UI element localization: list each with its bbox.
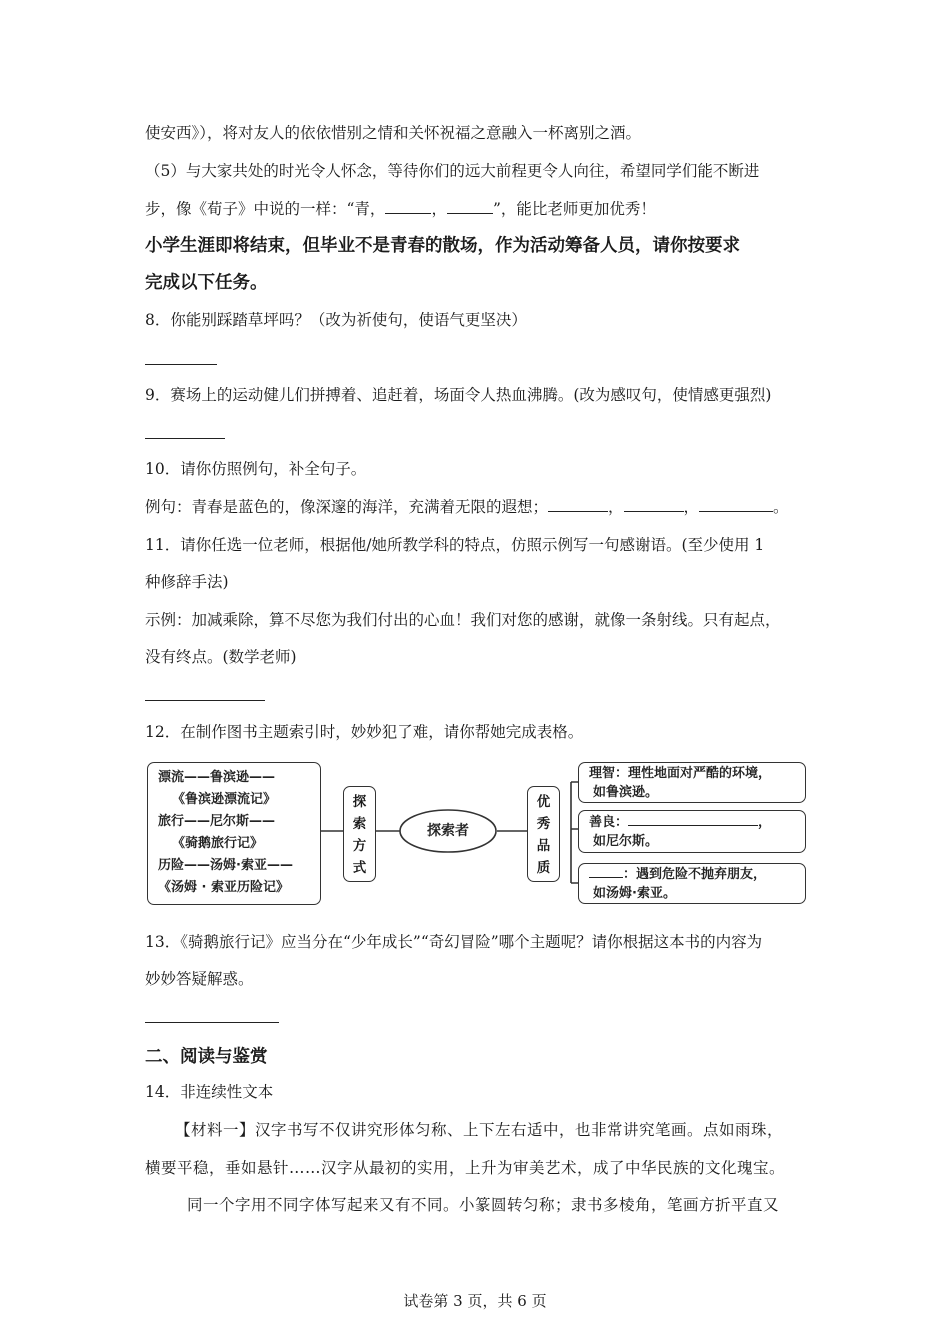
diagram-text: 如鲁滨逊。 [593,785,659,800]
diagram-text: 《骑鹅旅行记》 [172,836,264,851]
question-9: 9．赛场上的运动健儿们拼搏着、追赶着，场面令人热血沸腾。(改为感叹句，使情感更强烈) [145,386,772,404]
answer-line[interactable] [145,1022,279,1023]
diagram-char: 方 [352,838,367,854]
text-span: 示例：加减乘除，算不尽您为我们付出的心血！我们对您的感谢，就像一条射线。只有起点， [145,611,781,629]
text-span: 。 [773,498,789,516]
bracket [571,782,578,883]
text-span: 11．请你任选一位老师，根据他/她所教学科的特点，仿照示例写一句感谢语。(至少使用 1 [145,536,765,554]
question-14: 14．非连续性文本 [145,1083,274,1101]
fill-blank[interactable] [628,813,758,826]
diagram-char: 式 [352,860,367,876]
diagram-char: 品 [536,838,551,854]
diagram-text: 《鲁滨逊漂流记》 [172,792,277,807]
text-span: 【材料一】汉字书写不仅讲究形体匀称、上下左右适中，也非常讲究笔画。点如雨珠， [175,1121,784,1139]
text-span: ”，能比老师更加优秀！ [492,200,656,218]
diagram-text: 《汤姆 · 索亚历险记》 [158,880,289,895]
diagram-text: 如尼尔斯。 [593,834,659,849]
question-13 [145,931,810,953]
material-text [187,1194,810,1216]
diagram-text: 漂流——鲁滨逊—— [158,770,276,785]
question-8: 8．你能别踩踏草坪吗？（改为祈使句，使语气更坚决） [145,311,527,329]
diagram-text: 理智：理性地面对严酷的环境， [589,766,772,781]
text-span: ， [608,498,624,516]
material-text [145,1157,810,1179]
diagram-char: 秀 [536,816,551,832]
diagram-text: ， [758,815,772,830]
text-span: ， [431,200,447,218]
diagram-char: 优 [536,794,551,810]
question-11: 种修辞手法) [145,573,229,591]
quality-box-loyalty [578,863,806,904]
diagram-char: 探 [352,794,367,810]
diagram-text: ：遇到危险不抛弃朋友， [623,867,767,882]
question-12: 12．在制作图书主题索引时，妙妙犯了难，请你帮她完成表格。 [145,723,584,741]
text-span: 步，像《荀子》中说的一样：“青， [145,200,386,218]
page-footer: 试卷第 3 页，共 6 页 [403,1292,547,1310]
diagram-char: 索 [352,816,367,832]
quality-box [527,786,560,882]
text-span: 横要平稳，垂如悬针……汉字从最初的实用，上升为审美艺术，成了中华民族的文化瑰宝。 [145,1159,786,1177]
text-span: ， [683,498,700,516]
quality-box-kindness [578,810,806,853]
diagram-text: 旅行——尼尔斯—— [158,814,276,829]
question-10: 10．请你仿照例句，补全句子。 [145,460,367,478]
left-book-box [147,762,321,905]
diagram-text: 历险——汤姆·索亚—— [158,858,293,873]
text-span: 13．《骑鹅旅行记》应当分在“少年成长”“奇幻冒险”哪个主题呢？请你根据这本书的内容为 [145,933,763,951]
fill-blank[interactable] [589,865,623,878]
center-label: 探索者 [427,823,469,839]
text-span: 同一个字用不同字体写起来又有不同。小篆圆转匀称；隶书多棱角，笔画方折平直又 [187,1196,780,1214]
material-text [175,1119,810,1141]
question-11-example: 没有终点。(数学老师) [145,648,297,666]
question-13: 妙妙答疑解惑。 [145,970,254,988]
diagram-text: 善良： [589,815,629,830]
text-span: 例句：青春是蓝色的，像深邃的海洋，充满着无限的遐想； [145,498,549,516]
bold-instruction: 小学生涯即将结束，但毕业不是青春的散场，作为活动筹备人员，请你按要求 [145,236,740,256]
text-span: （5）与大家共处的时光令人怀念，等待你们的远大前程更令人向往，希望同学们能不断进 [145,162,760,180]
quality-box-reason [578,762,806,803]
diagram-text: 如汤姆·索亚。 [593,886,676,901]
text-line: 使安西》），将对友人的依依惜别之情和关怀祝福之意融入一杯离别之酒。 [145,124,642,142]
diagram-char: 质 [536,860,551,876]
method-box [343,786,376,882]
bold-instruction: 完成以下任务。 [145,273,268,293]
section-heading: 二、阅读与鉴赏 [145,1047,268,1067]
